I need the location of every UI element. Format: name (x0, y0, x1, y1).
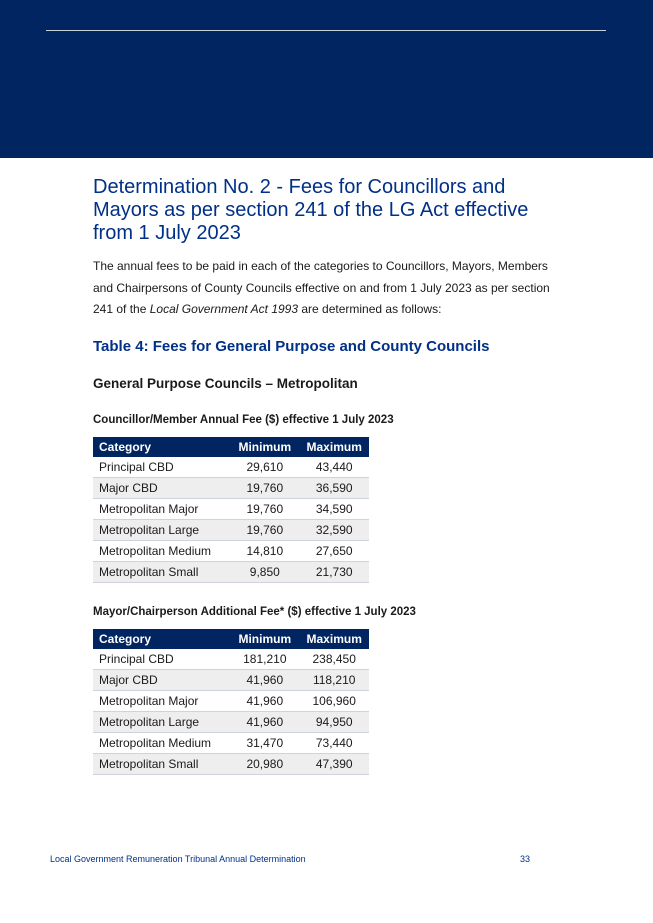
row-maximum: 73,440 (299, 733, 369, 754)
row-minimum: 41,960 (230, 712, 299, 733)
row-maximum: 34,590 (299, 499, 369, 520)
row-minimum: 31,470 (230, 733, 299, 754)
table-row (93, 499, 369, 520)
mayor-fee-table (93, 629, 369, 775)
row-minimum: 9,850 (230, 562, 299, 583)
row-category: Metropolitan Large (93, 520, 230, 541)
row-category: Metropolitan Medium (93, 541, 230, 562)
row-maximum: 43,440 (299, 457, 369, 478)
row-maximum: 32,590 (299, 520, 369, 541)
table-header-row (93, 437, 369, 457)
column-header-category: Category (93, 629, 230, 649)
row-maximum: 36,590 (299, 478, 369, 499)
table-row (93, 754, 369, 775)
intro-text-start: The annual fees to be paid in each of the categories to Councillors, Mayors, Members and Chairpersons of County Councils effective on and from 1 July 2023 as per section 241 of the (93, 259, 550, 316)
row-maximum: 106,960 (299, 691, 369, 712)
table-row (93, 733, 369, 754)
act-name: Local Government Act 1993 (149, 302, 299, 316)
row-category: Metropolitan Major (93, 691, 230, 712)
row-minimum: 14,810 (230, 541, 299, 562)
column-header-maximum: Maximum (299, 437, 369, 457)
row-category: Metropolitan Small (93, 754, 230, 775)
row-maximum: 27,650 (299, 541, 369, 562)
table-row (93, 712, 369, 733)
row-maximum: 21,730 (299, 562, 369, 583)
row-category: Principal CBD (93, 649, 230, 670)
row-minimum: 19,760 (230, 499, 299, 520)
row-minimum: 41,960 (230, 670, 299, 691)
table-row (93, 562, 369, 583)
banner-divider (46, 30, 606, 31)
row-category: Metropolitan Major (93, 499, 230, 520)
row-category: Metropolitan Small (93, 562, 230, 583)
intro-text-end: are determined as follows: (298, 302, 442, 316)
row-category: Metropolitan Large (93, 712, 230, 733)
table-row (93, 670, 369, 691)
row-minimum: 29,610 (230, 457, 299, 478)
row-maximum: 94,950 (299, 712, 369, 733)
column-header-minimum: Minimum (230, 629, 299, 649)
row-minimum: 41,960 (230, 691, 299, 712)
row-minimum: 19,760 (230, 520, 299, 541)
header-banner (0, 0, 653, 158)
table-row (93, 457, 369, 478)
section-subheading: General Purpose Councils – Metropolitan (93, 376, 358, 391)
row-minimum: 181,210 (230, 649, 299, 670)
table-row (93, 691, 369, 712)
row-category: Major CBD (93, 670, 230, 691)
page-number: 33 (520, 854, 531, 864)
row-category: Principal CBD (93, 457, 230, 478)
column-header-maximum: Maximum (299, 629, 369, 649)
councillor-fee-table (93, 437, 369, 583)
row-category: Major CBD (93, 478, 230, 499)
table-row (93, 478, 369, 499)
row-category: Metropolitan Medium (93, 733, 230, 754)
table-heading: Table 4: Fees for General Purpose and County Councils (93, 338, 490, 355)
table-row (93, 520, 369, 541)
page-title: Determination No. 2 - Fees for Councillors and Mayors as per section 241 of the LG Act effective from 1 July 2023 (93, 176, 529, 244)
footer-document-title: Local Government Remuneration Tribunal Annual Determination (50, 854, 306, 864)
row-minimum: 20,980 (230, 754, 299, 775)
row-maximum: 118,210 (299, 670, 369, 691)
row-maximum: 238,450 (299, 649, 369, 670)
councillor-table-caption: Councillor/Member Annual Fee ($) effective 1 July 2023 (93, 414, 394, 426)
column-header-category: Category (93, 437, 230, 457)
row-minimum: 19,760 (230, 478, 299, 499)
intro-paragraph (93, 256, 563, 321)
table-row (93, 541, 369, 562)
mayor-table-caption: Mayor/Chairperson Additional Fee* ($) effective 1 July 2023 (93, 606, 416, 618)
table-header-row (93, 629, 369, 649)
table-row (93, 649, 369, 670)
row-maximum: 47,390 (299, 754, 369, 775)
column-header-minimum: Minimum (230, 437, 299, 457)
